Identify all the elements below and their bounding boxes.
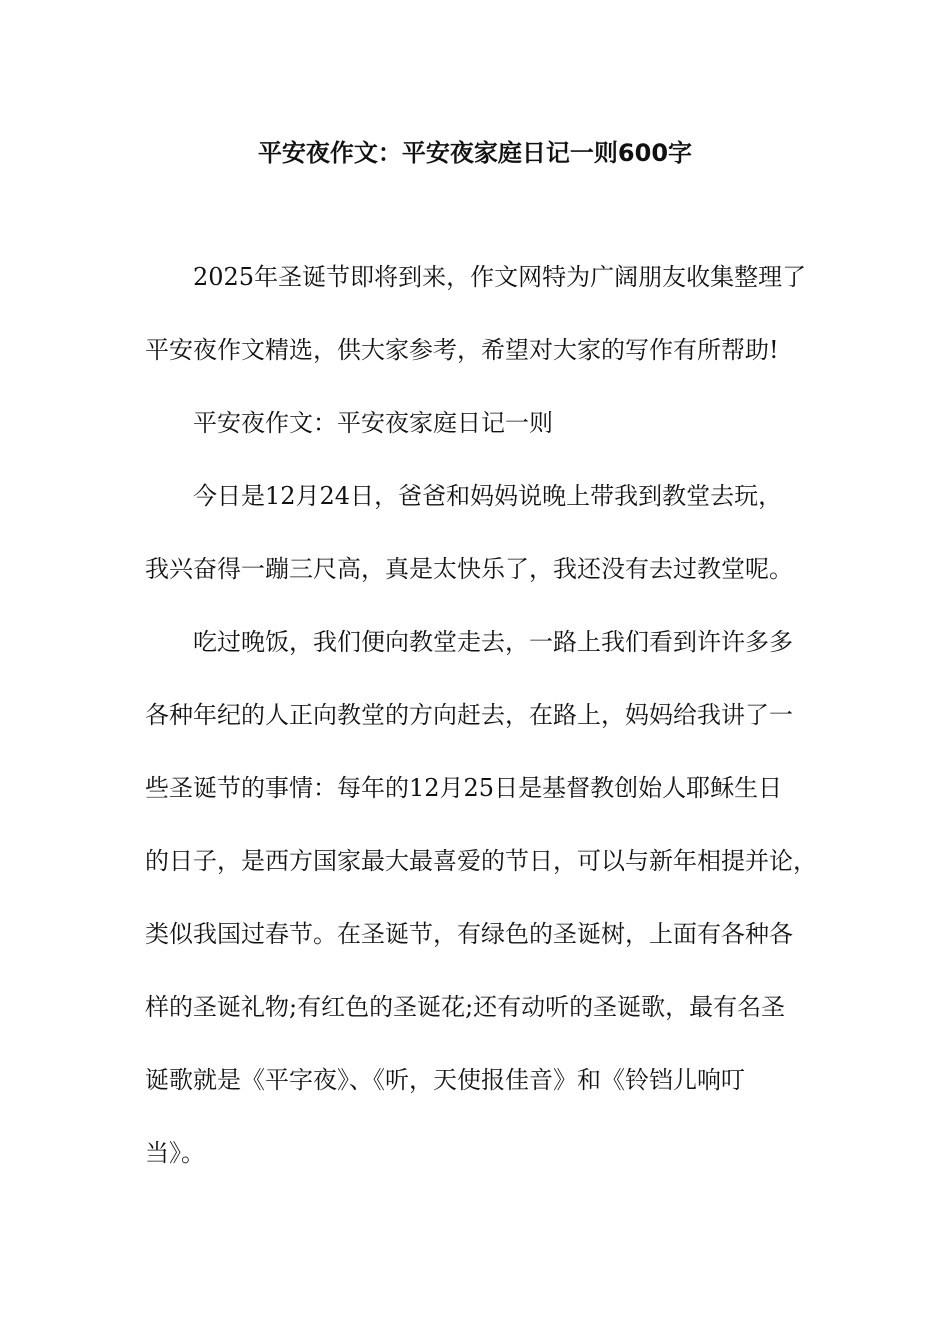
text-line-11: 样的圣诞礼物;有红色的圣诞花;还有动听的圣诞歌，最有名圣 [145, 993, 786, 1021]
text-line-8: 些圣诞节的事情：每年的12月25日是基督教创始人耶稣生日 [145, 774, 783, 802]
text-line-13: 当》。 [145, 1139, 205, 1167]
text-line-2: 平安夜作文精选，供大家参考，希望对大家的写作有所帮助! [145, 336, 779, 364]
text-line-10: 类似我国过春节。在圣诞节，有绿色的圣诞树，上面有各种各 [145, 920, 793, 948]
body-paragraph-group [145, 252, 825, 1179]
text-line-7: 各种年纪的人正向教堂的方向赶去，在路上，妈妈给我讲了一 [145, 701, 793, 729]
document-title: 平安夜作文：平安夜家庭日记一则600字 [257, 139, 693, 167]
text-line-4: 今日是12月24日，爸爸和妈妈说晚上带我到教堂去玩， [193, 482, 783, 510]
text-line-3: 平安夜作文：平安夜家庭日记一则 [193, 409, 553, 437]
document-body [145, 252, 825, 1201]
text-line-9: 的日子，是西方国家最大最喜爱的节日，可以与新年相提并论， [145, 847, 817, 875]
text-line-5: 我兴奋得一蹦三尺高，真是太快乐了，我还没有去过教堂呢。 [145, 555, 793, 583]
text-line-6: 吃过晚饭，我们便向教堂走去，一路上我们看到许许多多 [193, 628, 793, 656]
text-line-12: 诞歌就是《平字夜》、《听，天使报佳音》和《铃铛儿响叮 [145, 1066, 745, 1094]
text-line-1: 2025年圣诞节即将到来，作文网特为广阔朋友收集整理了 [193, 263, 807, 291]
